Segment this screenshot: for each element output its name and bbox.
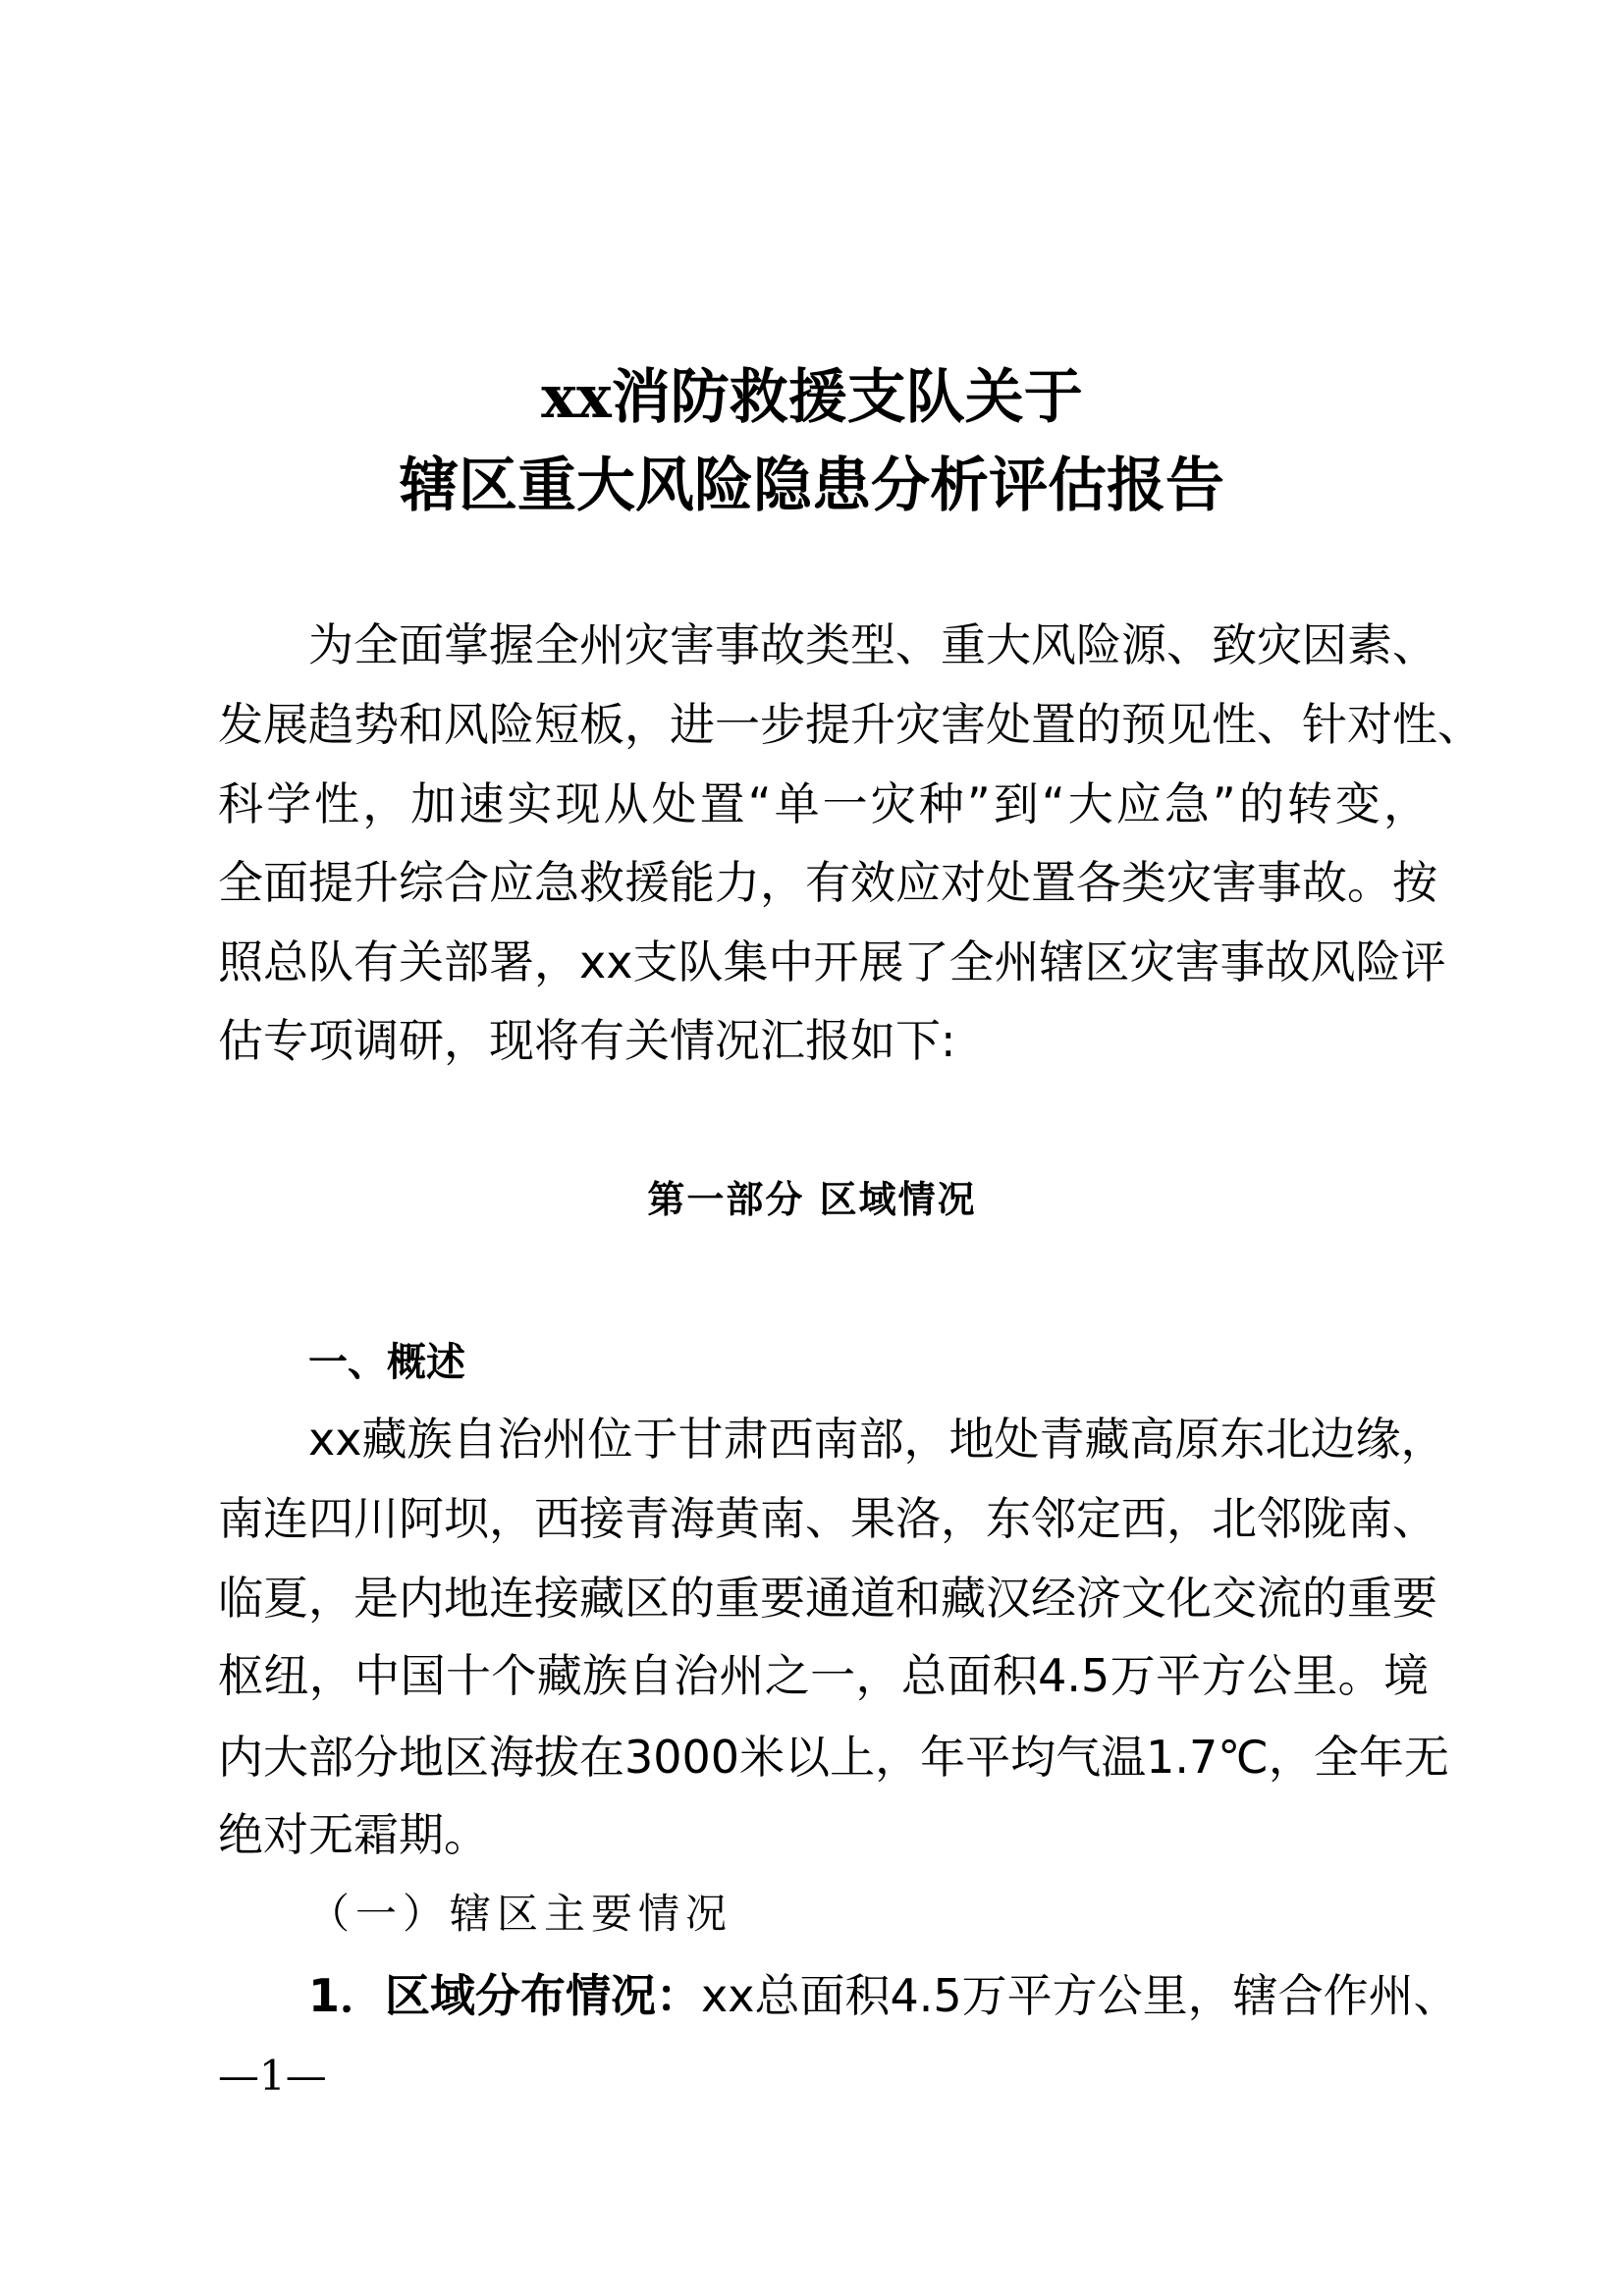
intro-line: 科学性，加速实现从处置“单一灾种”到“大应急”的转变，	[218, 777, 1429, 830]
intro-line: 全面提升综合应急救援能力，有效应对处置各类灾害事故。按	[218, 856, 1437, 909]
item-1-line	[218, 1969, 1459, 2022]
item-1-label: 1．区域分布情况：	[308, 1969, 702, 2022]
part-heading: 第一部分 区域情况	[647, 1177, 977, 1221]
subsection-heading: （一）辖区主要情况	[308, 1890, 733, 1938]
overview-line: 临夏，是内地连接藏区的重要通道和藏汉经济文化交流的重要	[218, 1572, 1437, 1625]
intro-line: 照总队有关部署，xx支队集中开展了全州辖区灾害事故风险评	[218, 935, 1446, 988]
section-heading: 一、概述	[308, 1340, 465, 1385]
item-1-text: xx总面积4.5万平方公里，辖合作州、	[701, 1969, 1459, 2022]
page-number: —1—	[218, 2052, 327, 2100]
overview-line: 南连四川阿坝，西接青海黄南、果洛，东邻定西，北邻陇南、	[218, 1492, 1437, 1545]
overview-line: 枢纽，中国十个藏族自治州之一，总面积4.5万平方公里。境	[218, 1649, 1429, 1702]
document-title-line-1: xx消防救援支队关于	[541, 363, 1083, 432]
document-title-line-2: 辖区重大风险隐患分析评估报告	[400, 452, 1224, 520]
overview-line: 绝对无霜期。	[218, 1808, 489, 1861]
intro-line: 为全面掌握全州灾害事故类型、重大风险源、致灾因素、	[308, 618, 1437, 671]
intro-line: 发展趋势和风险短板，进一步提升灾害处置的预见性、针对性、	[218, 698, 1483, 751]
overview-line: xx藏族自治州位于甘肃西南部，地处青藏高原东北边缘，	[308, 1413, 1446, 1466]
overview-line: 内大部分地区海拔在3000米以上，年平均气温1.7℃，全年无	[218, 1731, 1449, 1784]
intro-line: 估专项调研，现将有关情况汇报如下:	[218, 1014, 956, 1067]
